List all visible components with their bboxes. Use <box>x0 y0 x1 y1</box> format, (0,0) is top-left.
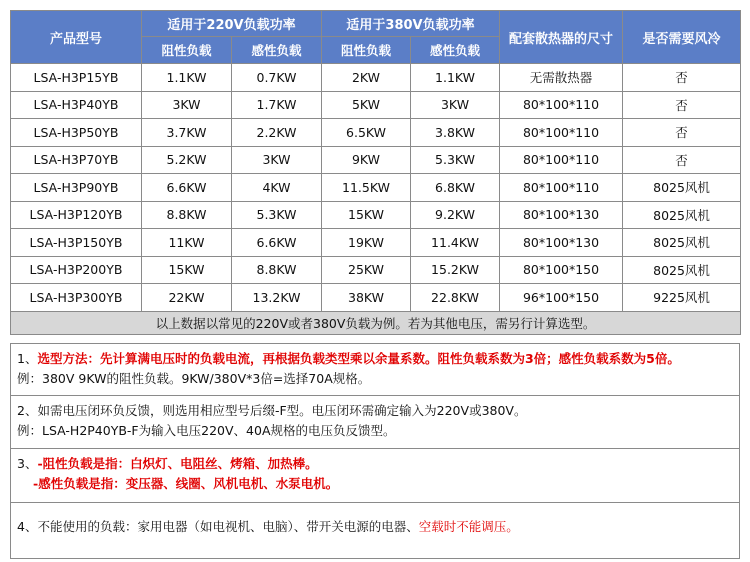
table-row <box>11 146 741 174</box>
cell-heatsink: 80*100*110 <box>500 91 623 119</box>
table-row <box>11 256 741 284</box>
header-380v-inductive: 感性负载 <box>411 37 500 64</box>
note-2 <box>11 395 739 448</box>
note-3-resistive: -阻性负载是指：白炽灯、电阻丝、烤箱、加热棒。 <box>37 456 318 471</box>
cell-model: LSA-H3P70YB <box>11 146 142 174</box>
header-fan: 是否需要风冷 <box>623 11 741 64</box>
cell-380v-inductive: 3KW <box>411 91 500 119</box>
cell-220v-inductive: 2.2KW <box>232 119 322 147</box>
cell-220v-resistive: 11KW <box>142 229 232 257</box>
note-4 <box>11 502 739 558</box>
table-row <box>11 174 741 202</box>
header-380v: 适用于380V负载功率 <box>322 11 500 37</box>
notes-section <box>10 343 740 559</box>
cell-220v-inductive: 5.3KW <box>232 201 322 229</box>
cell-380v-inductive: 9.2KW <box>411 201 500 229</box>
cell-220v-inductive: 6.6KW <box>232 229 322 257</box>
header-220v-inductive: 感性负载 <box>232 37 322 64</box>
cell-380v-resistive: 9KW <box>322 146 411 174</box>
cell-fan: 否 <box>623 64 741 92</box>
cell-220v-resistive: 22KW <box>142 284 232 312</box>
cell-model: LSA-H3P120YB <box>11 201 142 229</box>
cell-380v-resistive: 2KW <box>322 64 411 92</box>
spec-table <box>10 10 741 335</box>
cell-380v-inductive: 6.8KW <box>411 174 500 202</box>
cell-380v-inductive: 5.3KW <box>411 146 500 174</box>
table-note: 以上数据以常见的220V或者380V负载为例。若为其他电压，需另行计算选型。 <box>11 311 741 334</box>
cell-380v-inductive: 15.2KW <box>411 256 500 284</box>
cell-model: LSA-H3P40YB <box>11 91 142 119</box>
cell-220v-resistive: 8.8KW <box>142 201 232 229</box>
cell-fan: 8025风机 <box>623 201 741 229</box>
note-1-method: 选型方法：先计算满电压时的负载电流，再根据负载类型乘以余量系数。阻性负载系数为3倍；感性负载系数为5倍。 <box>37 351 680 366</box>
header-220v-resistive: 阻性负载 <box>142 37 232 64</box>
table-row <box>11 119 741 147</box>
cell-fan: 8025风机 <box>623 256 741 284</box>
cell-380v-resistive: 25KW <box>322 256 411 284</box>
cell-380v-resistive: 11.5KW <box>322 174 411 202</box>
cell-heatsink: 80*100*130 <box>500 201 623 229</box>
cell-model: LSA-H3P50YB <box>11 119 142 147</box>
note-4-warning: 空载时不能调压。 <box>418 519 519 534</box>
header-heatsink: 配套散热器的尺寸 <box>500 11 623 64</box>
cell-heatsink: 80*100*110 <box>500 146 623 174</box>
cell-380v-resistive: 38KW <box>322 284 411 312</box>
cell-220v-resistive: 5.2KW <box>142 146 232 174</box>
note-1-prefix: 1、 <box>17 351 38 366</box>
note-2-line-1: 2、如需电压闭环负反馈，则选用相应型号后缀-F型。电压闭环需确定输入为220V或380V。 <box>17 403 527 418</box>
note-4-text: 4、不能使用的负载：家用电器（如电视机、电脑）、带开关电源的电器、 <box>17 519 419 534</box>
note-2-example: 例：LSA-H2P40YB-F为输入电压220V、40A规格的电压负反馈型。 <box>17 423 396 438</box>
cell-220v-resistive: 3KW <box>142 91 232 119</box>
header-model: 产品型号 <box>11 11 142 64</box>
table-row <box>11 229 741 257</box>
note-3-line-1 <box>17 454 733 474</box>
cell-fan: 8025风机 <box>623 229 741 257</box>
note-1-example: 例：380V 9KW的阻性负载。9KW/380V*3倍=选择70A规格。 <box>17 371 371 386</box>
cell-220v-resistive: 1.1KW <box>142 64 232 92</box>
header-220v: 适用于220V负载功率 <box>142 11 322 37</box>
table-row <box>11 91 741 119</box>
note-3-prefix: 3、 <box>17 456 38 471</box>
cell-heatsink: 80*100*110 <box>500 174 623 202</box>
note-4-line-1 <box>17 517 733 537</box>
note-1 <box>11 343 739 395</box>
cell-heatsink: 80*100*150 <box>500 256 623 284</box>
note-3-inductive: -感性负载是指：变压器、线圈、风机电机、水泵电机。 <box>33 476 339 491</box>
header-380v-resistive: 阻性负载 <box>322 37 411 64</box>
note-3-line-2 <box>17 474 733 494</box>
note-1-line-1 <box>17 349 733 369</box>
cell-heatsink: 96*100*150 <box>500 284 623 312</box>
cell-fan: 否 <box>623 146 741 174</box>
cell-220v-inductive: 3KW <box>232 146 322 174</box>
cell-220v-inductive: 0.7KW <box>232 64 322 92</box>
cell-220v-inductive: 8.8KW <box>232 256 322 284</box>
cell-220v-resistive: 6.6KW <box>142 174 232 202</box>
cell-heatsink: 80*100*110 <box>500 119 623 147</box>
cell-380v-inductive: 3.8KW <box>411 119 500 147</box>
cell-fan: 否 <box>623 119 741 147</box>
cell-380v-resistive: 5KW <box>322 91 411 119</box>
cell-380v-resistive: 6.5KW <box>322 119 411 147</box>
cell-380v-resistive: 15KW <box>322 201 411 229</box>
cell-fan: 9225风机 <box>623 284 741 312</box>
table-row <box>11 284 741 312</box>
cell-220v-resistive: 15KW <box>142 256 232 284</box>
cell-model: LSA-H3P15YB <box>11 64 142 92</box>
cell-220v-inductive: 4KW <box>232 174 322 202</box>
table-row <box>11 64 741 92</box>
note-3 <box>11 448 739 502</box>
cell-220v-inductive: 1.7KW <box>232 91 322 119</box>
cell-heatsink: 无需散热器 <box>500 64 623 92</box>
cell-380v-inductive: 1.1KW <box>411 64 500 92</box>
cell-model: LSA-H3P300YB <box>11 284 142 312</box>
cell-heatsink: 80*100*130 <box>500 229 623 257</box>
cell-model: LSA-H3P150YB <box>11 229 142 257</box>
table-note-row <box>11 311 741 334</box>
cell-220v-inductive: 13.2KW <box>232 284 322 312</box>
table-row <box>11 201 741 229</box>
cell-380v-inductive: 11.4KW <box>411 229 500 257</box>
cell-fan: 8025风机 <box>623 174 741 202</box>
cell-fan: 否 <box>623 91 741 119</box>
cell-380v-inductive: 22.8KW <box>411 284 500 312</box>
cell-model: LSA-H3P200YB <box>11 256 142 284</box>
cell-model: LSA-H3P90YB <box>11 174 142 202</box>
cell-220v-resistive: 3.7KW <box>142 119 232 147</box>
cell-380v-resistive: 19KW <box>322 229 411 257</box>
